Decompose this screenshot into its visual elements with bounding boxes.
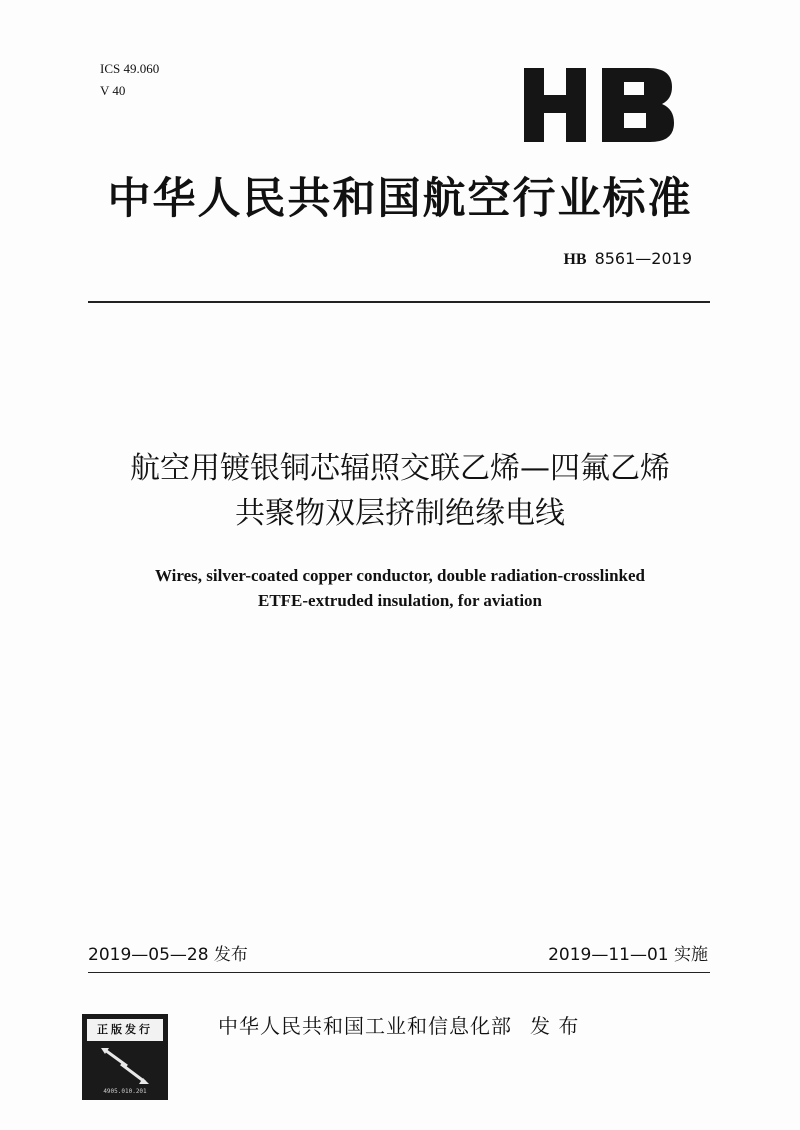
title-cn-line1: 航空用镀银铜芯辐照交联乙烯—四氟乙烯	[130, 451, 670, 486]
standard-number	[563, 249, 692, 269]
authentic-seal	[82, 1014, 168, 1100]
bottom-divider	[88, 972, 710, 973]
standard-code: 8561—2019	[594, 249, 692, 268]
title-cn-line2: 共聚物双层挤制绝缘电线	[235, 496, 565, 531]
organization-title: 中华人民共和国航空行业标准	[107, 174, 693, 224]
effective-date: 2019—11—01 实施	[548, 945, 708, 965]
hb-logo	[524, 68, 674, 146]
publisher-action: 发 布	[530, 1014, 580, 1038]
seal-serial: 4905.010.201	[103, 1088, 147, 1095]
title-en-line2: ETFE-extruded insulation, for aviation	[258, 591, 542, 610]
seal-emblem-icon	[87, 1044, 163, 1088]
seal-label: 正版发行	[87, 1019, 163, 1041]
ics-code: ICS 49.060	[100, 61, 160, 76]
hb-logo-graphic	[524, 68, 674, 142]
publisher-line	[218, 1010, 579, 1039]
title-en-line1: Wires, silver-coated copper conductor, double radiation-crosslinked	[154, 566, 646, 585]
classification-codes	[100, 58, 159, 102]
top-divider	[88, 301, 710, 303]
standard-prefix: HB	[563, 251, 587, 268]
class-code: V 40	[100, 83, 126, 98]
issue-date: 2019—05—28 发布	[88, 945, 248, 965]
publisher-name: 中华人民共和国工业和信息化部	[218, 1014, 512, 1038]
